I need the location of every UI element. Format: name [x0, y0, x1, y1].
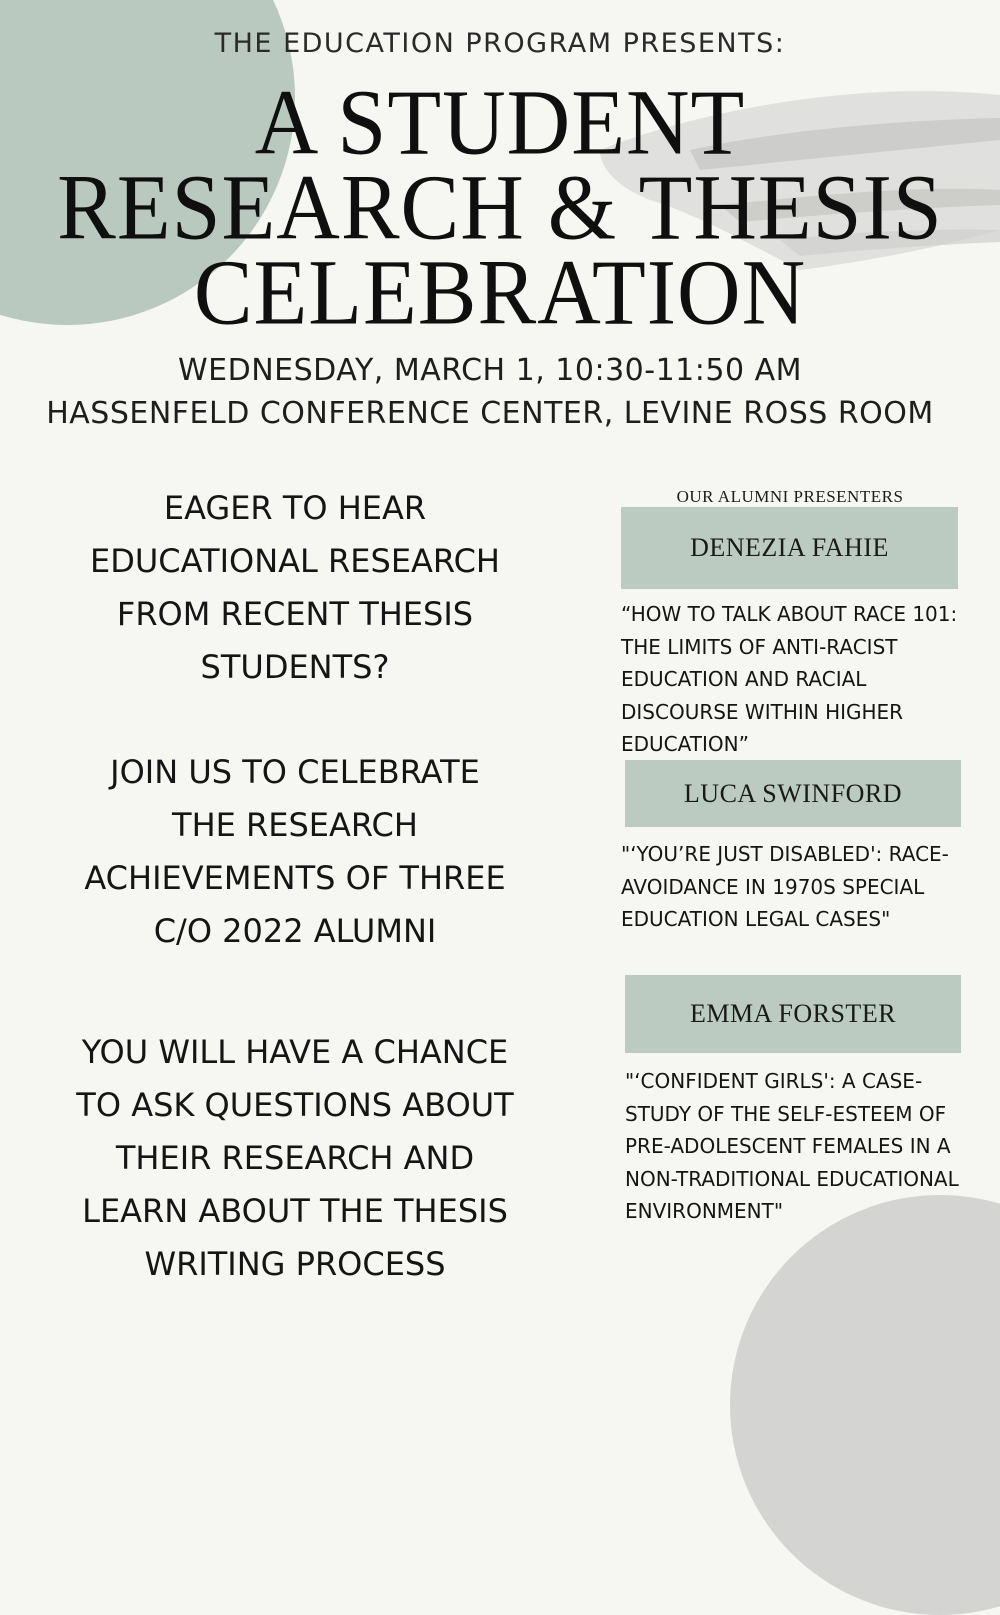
pitch-questions-chance: YOU WILL HAVE A CHANCE TO ASK QUESTIONS ABOUT THEIR RESEARCH AND LEARN ABOUT THE THESIS WRITING PROCESS: [76, 1033, 514, 1283]
presenter-name: DENEZIA FAHIE: [690, 533, 889, 562]
title-line-1: A STUDENT: [254, 72, 746, 175]
presenters-heading: OUR ALUMNI PRESENTERS: [676, 487, 904, 506]
presenter-name-box: [621, 507, 958, 589]
event-date-time: WEDNESDAY, MARCH 1, 10:30-11:50 AM: [178, 353, 802, 388]
event-venue: HASSENFELD CONFERENCE CENTER, LEVINE ROSS ROOM: [46, 396, 934, 431]
presenter-name: EMMA FORSTER: [689, 999, 897, 1028]
title-line-2: RESEARCH & THESIS: [57, 157, 943, 260]
pitch-question: EAGER TO HEAR EDUCATIONAL RESEARCH FROM RECENT THESIS STUDENTS?: [90, 489, 500, 686]
presenter-talk-title: "‘YOU’RE JUST DISABLED': RACE- AVOIDANCE IN 1970S SPECIAL EDUCATION LEGAL CASES": [621, 842, 949, 931]
presenter-name: LUCA SWINFORD: [683, 778, 903, 808]
presenter-name-box: [625, 760, 961, 827]
pitch-invitation: JOIN US TO CELEBRATE THE RESEARCH ACHIEVEMENTS OF THREE C/O 2022 ALUMNI: [84, 753, 506, 950]
title-line-3: CELEBRATION: [193, 242, 807, 345]
presenter-kicker: THE EDUCATION PROGRAM PRESENTS:: [214, 28, 786, 59]
presenter-talk-title: “HOW TO TALK ABOUT RACE 101: THE LIMITS OF ANTI-RACIST EDUCATION AND RACIAL DISCOURSE WITHIN HIGHER EDUCATION”: [621, 602, 958, 756]
presenter-talk-title: "‘CONFIDENT GIRLS': A CASE- STUDY OF THE SELF-ESTEEM OF PRE-ADOLESCENT FEMALES IN A NON-TRADITIONAL EDUCATIONAL ENVIRONMENT": [625, 1069, 959, 1223]
decorative-grey-circle: [730, 1195, 1000, 1615]
presenter-name-box: [625, 975, 961, 1053]
